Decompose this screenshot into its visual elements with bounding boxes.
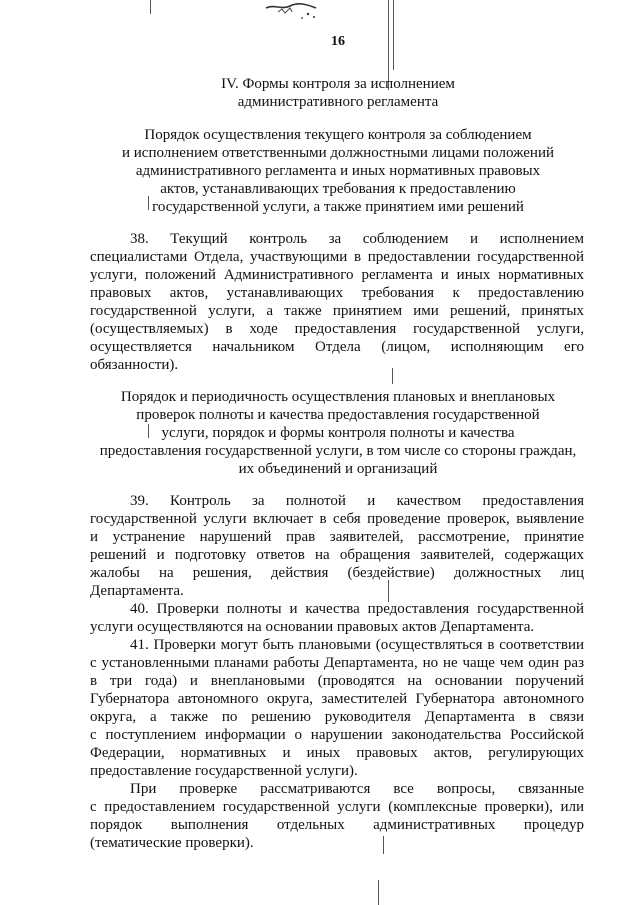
paragraph-41	[90, 636, 584, 780]
subheading-line: государственной услуги, а также принятием ими решений	[152, 199, 524, 215]
paragraph-line: с предоставлением государственной услуги (комплексные проверки), или	[90, 799, 584, 815]
page-number: 16	[331, 34, 345, 49]
paragraph-line: 38. Текущий контроль за соблюдением и исполнением	[130, 231, 584, 247]
paragraph-38	[90, 230, 584, 374]
subheading-line: Порядок и периодичность осуществления плановых и внеплановых	[120, 389, 556, 405]
paragraph-line: Департамента.	[90, 583, 184, 599]
paragraph-line: 41. Проверки могут быть плановыми (осуществляться в соответствии	[130, 637, 584, 653]
paragraph-line: Федерации, нормативных и иных правовых актов, регулирующих	[90, 745, 584, 761]
paragraph-line: Губернатора автономного округа, заместителей Губернатора автономного	[90, 691, 584, 707]
subheading-line: проверок полноты и качества предоставления государственной	[136, 407, 540, 423]
subheading-line: предоставления государственной услуги, в том числе со стороны граждан,	[99, 443, 577, 459]
paragraph-line: услуги осуществляются на основании правовых актов Департамента.	[90, 619, 535, 635]
subheading-line: актов, устанавливающих требования к предоставлению	[160, 181, 516, 197]
paragraph-checks-scope	[90, 780, 584, 852]
subheading-line: услуги, порядок и формы контроля полноты и качества	[161, 425, 515, 441]
paragraph-39	[90, 492, 584, 600]
paragraph-line: решений и подготовку ответов на обращения заявителей, содержащих	[90, 547, 584, 563]
subheading-line: их объединений и организаций	[238, 461, 438, 477]
binding-line-bottom	[378, 880, 379, 905]
paragraph-line: специалистами Отдела, участвующими в предоставлении государственной	[90, 249, 584, 265]
paragraph-line: с установленными планами работы Департамента, но не чаще чем один раз	[90, 655, 584, 671]
paragraph-40	[90, 600, 584, 636]
paragraph-line: 39. Контроль за полнотой и качеством предоставления	[130, 493, 584, 509]
paragraph-line: 40. Проверки полноты и качества предоставления государственной	[130, 601, 584, 617]
paragraph-line: услуги, положений Административного регламента и иных нормативных	[90, 267, 584, 283]
subheading-line: Порядок осуществления текущего контроля за соблюдением	[144, 127, 532, 143]
subheading-periodic-checks	[90, 388, 586, 478]
paragraph-line: правовых актов, устанавливающих требования к предоставлению	[90, 285, 584, 301]
section-title	[90, 75, 586, 111]
paragraph-line: осуществляется начальником Отдела (лицом, исполняющим его	[90, 339, 584, 355]
section-title-line: IV. Формы контроля за исполнением	[221, 76, 455, 92]
paragraph-line: государственной услуги включает в себя проведение проверок, выявление	[90, 511, 584, 527]
paragraph-line: предоставление государственной услуги).	[90, 763, 358, 779]
binding-line-left	[150, 0, 151, 14]
paragraph-line: в три года) и внеплановыми (проводятся на основании поручений	[90, 673, 584, 689]
paragraph-line: порядок выполнения отдельных административных процедур	[90, 817, 584, 833]
paragraph-line: (тематические проверки).	[90, 835, 254, 851]
section-title-line: административного регламента	[237, 94, 439, 110]
paragraph-line: государственной услуги, а также принятием ими решений, принятых	[90, 303, 584, 319]
paragraph-line: округа, а также по решению руководителя Департамента в связи	[90, 709, 584, 725]
paragraph-line: жалобы на решения, действия (бездействие) должностных лиц	[90, 565, 584, 581]
paragraph-line: обязанности).	[90, 357, 179, 373]
subheading-line: административного регламента и иных нормативных правовых	[135, 163, 541, 179]
subheading-line: и исполнением ответственными должностными лицами положений	[121, 145, 555, 161]
subheading-current-control	[90, 126, 586, 216]
paragraph-line: и устранение нарушений прав заявителей, рассмотрение, принятие	[90, 529, 584, 545]
paragraph-line: (осуществляемых) в ходе предоставления государственной услуги,	[90, 321, 584, 337]
paragraph-line: с поступлением информации о нарушении законодательства Российской	[90, 727, 584, 743]
paragraph-line: При проверке рассматриваются все вопросы, связанные	[130, 781, 584, 797]
scan-artifact-mark	[258, 0, 328, 22]
